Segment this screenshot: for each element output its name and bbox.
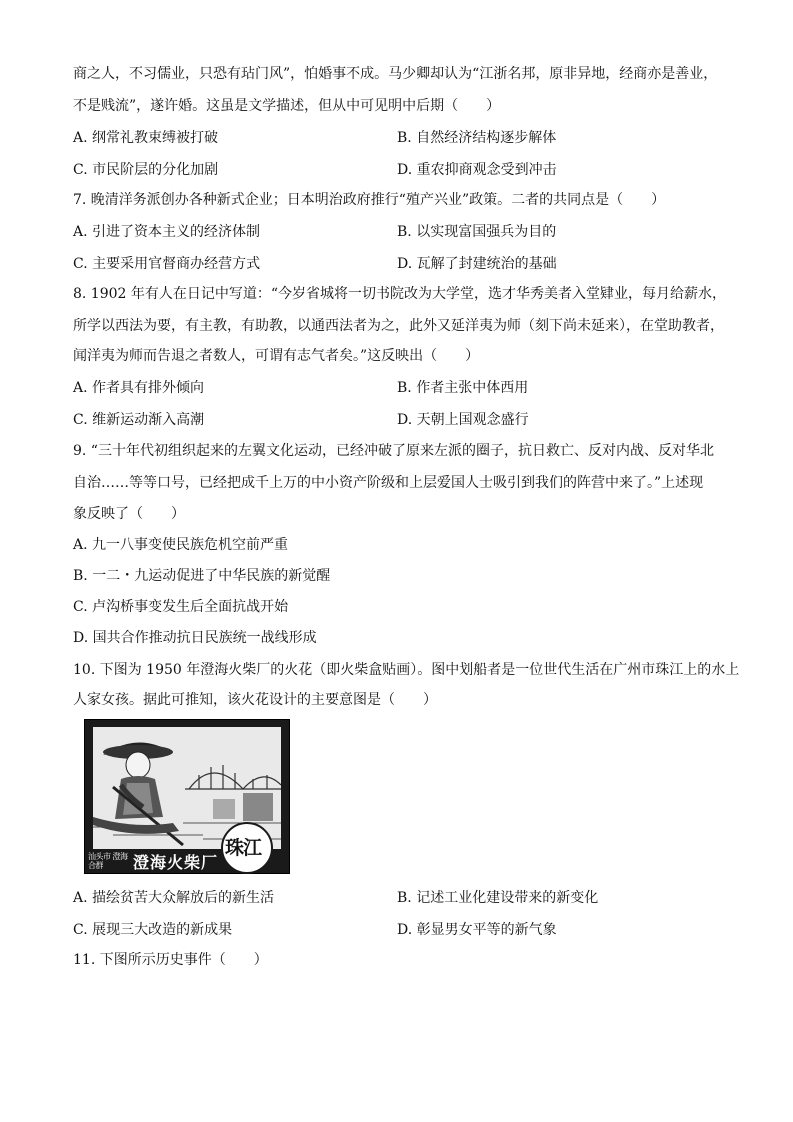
q9-option-c: C. 卢沟桥事变发生后全面抗战开始	[73, 599, 289, 615]
q9-stem-line-2: 自治……等等口号，已经把成千上万的中小资产阶级和上层爱国人士吸引到我们的阵营中来了。”上述现	[73, 475, 704, 491]
q6-stem-line-1: 商之人，不习儒业，只恐有玷门风”，怕婚事不成。马少卿却认为“江浙名邦，原非异地，经商亦是善业，	[73, 66, 718, 82]
q10-option-a: A. 描绘贫苦大众解放后的新生活	[73, 890, 275, 906]
q7-option-c: C. 主要采用官督商办经营方式	[73, 256, 261, 272]
q10-stem-line-2: 人家女孩。据此可推知，该火花设计的主要意图是（ ）	[73, 692, 437, 708]
q7-option-a: A. 引进了资本主义的经济体制	[73, 224, 261, 240]
q9-stem-line-3: 象反映了（ ）	[73, 506, 185, 522]
q8-option-b: B. 作者主张中体西用	[397, 380, 529, 396]
q6-option-b: B. 自然经济结构逐步解体	[397, 130, 557, 146]
q8-option-d: D. 天朝上国观念盛行	[397, 412, 529, 428]
q6-stem-line-2: 不是贱流”，遂许婚。这虽是文学描述，但从中可见明中后期（ ）	[73, 98, 501, 114]
q8-option-c: C. 维新运动渐入高潮	[73, 412, 205, 428]
q7-option-d: D. 瓦解了封建统治的基础	[397, 256, 557, 272]
q10-option-d: D. 彰显男女平等的新气象	[397, 922, 557, 938]
q6-option-c: C. 市民阶层的分化加剧	[73, 162, 219, 178]
matchbox-factory-location: 汕头市 澄海合群	[88, 852, 128, 870]
matchbox-label-image	[84, 719, 290, 874]
q9-stem-line-1: 9. “三十年代初组织起来的左翼文化运动，已经冲破了原来左派的圈子，抗日救亡、反对内战、反对华北	[73, 443, 714, 459]
q11-stem: 11. 下图所示历史事件（ ）	[73, 952, 268, 968]
q8-stem-line-2: 所学以西法为要，有主教，有助教，以通西法者为之，此外又延洋夷为师（刻下尚未延来），在堂助教者，	[73, 318, 724, 334]
q9-option-b: B. 一二・九运动促进了中华民族的新觉醒	[73, 568, 331, 584]
q9-option-d: D. 国共合作推动抗日民族统一战线形成	[73, 630, 317, 646]
q6-option-d: D. 重农抑商观念受到冲击	[397, 162, 557, 178]
q8-stem-line-3: 闻洋夷为师而告退之者数人，可谓有志气者矣。”这反映出（ ）	[73, 348, 480, 364]
q8-stem-line-1: 8. 1902 年有人在日记中写道：“今岁省城将一切书院改为大学堂，选才华秀美者入堂肄业，每月给薪水，	[73, 286, 727, 302]
matchbox-brand-name: 珠江	[225, 837, 262, 859]
q10-option-b: B. 记述工业化建设带来的新变化	[397, 890, 599, 906]
matchbox-factory-name: 澄海火柴厂	[133, 853, 219, 872]
q8-option-a: A. 作者具有排外倾向	[73, 380, 205, 396]
q10-option-c: C. 展现三大改造的新成果	[73, 922, 233, 938]
q9-option-a: A. 九一八事变使民族危机空前严重	[73, 537, 289, 553]
q10-stem-line-1: 10. 下图为 1950 年澄海火柴厂的火花（即火柴盒贴画）。图中划船者是一位世代生活在广州市珠江上的水上	[73, 662, 740, 678]
q7-option-b: B. 以实现富国强兵为目的	[397, 224, 557, 240]
q7-stem: 7. 晚清洋务派创办各种新式企业；日本明治政府推行“殖产兴业”政策。二者的共同点是（ ）	[73, 192, 666, 208]
q6-option-a: A. 纲常礼教束缚被打破	[73, 130, 219, 146]
